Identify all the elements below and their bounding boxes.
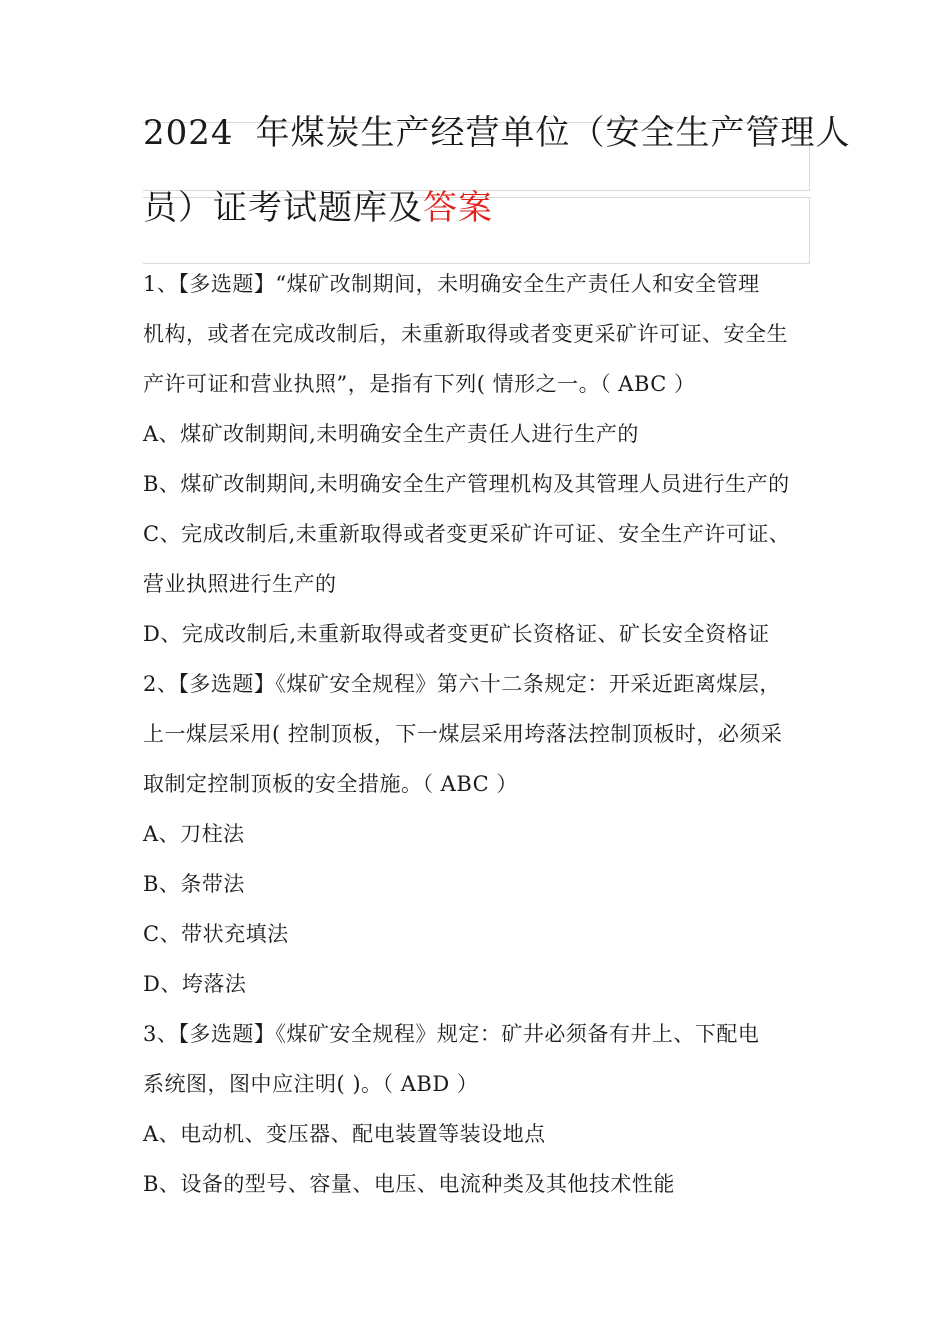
page-title-line-2	[143, 188, 493, 228]
question-1-option-a: A、煤矿改制期间,未明确安全生产责任人进行生产的	[143, 422, 639, 446]
question-2-option-c: C、带状充填法	[143, 922, 289, 946]
question-3-text-line-2: 系统图，图中应注明( )。（ ABD ）	[143, 1072, 479, 1096]
title-text-1: 年煤炭生产经营单位（安全生产管理人	[255, 113, 851, 153]
question-1-option-c-line-1: C、完成改制后,未重新取得或者变更采矿许可证、安全生产许可证、	[143, 522, 791, 546]
question-2-text-line-3: 取制定控制顶板的安全措施。（ ABC ）	[143, 772, 518, 796]
question-1-text-line-2: 机构，或者在完成改制后，未重新取得或者变更采矿许可证、安全生	[143, 322, 788, 346]
question-2-option-b: B、条带法	[143, 872, 245, 896]
question-3-option-a: A、电动机、变压器、配电装置等装设地点	[143, 1122, 546, 1146]
question-1-text-line-3: 产许可证和营业执照”，是指有下列( 情形之一。（ ABC ）	[143, 372, 696, 396]
page-title-line-1	[143, 113, 851, 153]
question-1-option-b: B、煤矿改制期间,未明确安全生产管理机构及其管理人员进行生产的	[143, 472, 790, 496]
question-2-option-d: D、垮落法	[143, 972, 247, 996]
question-2-text-line-1: 2、【多选题】《煤矿安全规程》第六十二条规定：开采近距离煤层，	[143, 672, 781, 696]
question-3-option-b: B、设备的型号、容量、电压、电流种类及其他技术性能	[143, 1172, 675, 1196]
title-text-2: 员）证考试题库及	[143, 188, 423, 228]
question-2-option-a: A、刀柱法	[143, 822, 245, 846]
question-2-text-line-2: 上一煤层采用( 控制顶板，下一煤层采用垮落法控制顶板时，必须采	[143, 722, 783, 746]
title-year: 2024	[143, 113, 234, 153]
question-1-option-d: D、完成改制后,未重新取得或者变更矿长资格证、矿长安全资格证	[143, 622, 770, 646]
question-3-text-line-1: 3、【多选题】《煤矿安全规程》规定：矿井必须备有井上、下配电	[143, 1022, 760, 1046]
title-answer-highlight: 答案	[423, 188, 493, 228]
question-1-text-line-1: 1、【多选题】“煤矿改制期间，未明确安全生产责任人和安全管理	[143, 272, 760, 296]
question-1-option-c-line-2: 营业执照进行生产的	[143, 572, 337, 596]
